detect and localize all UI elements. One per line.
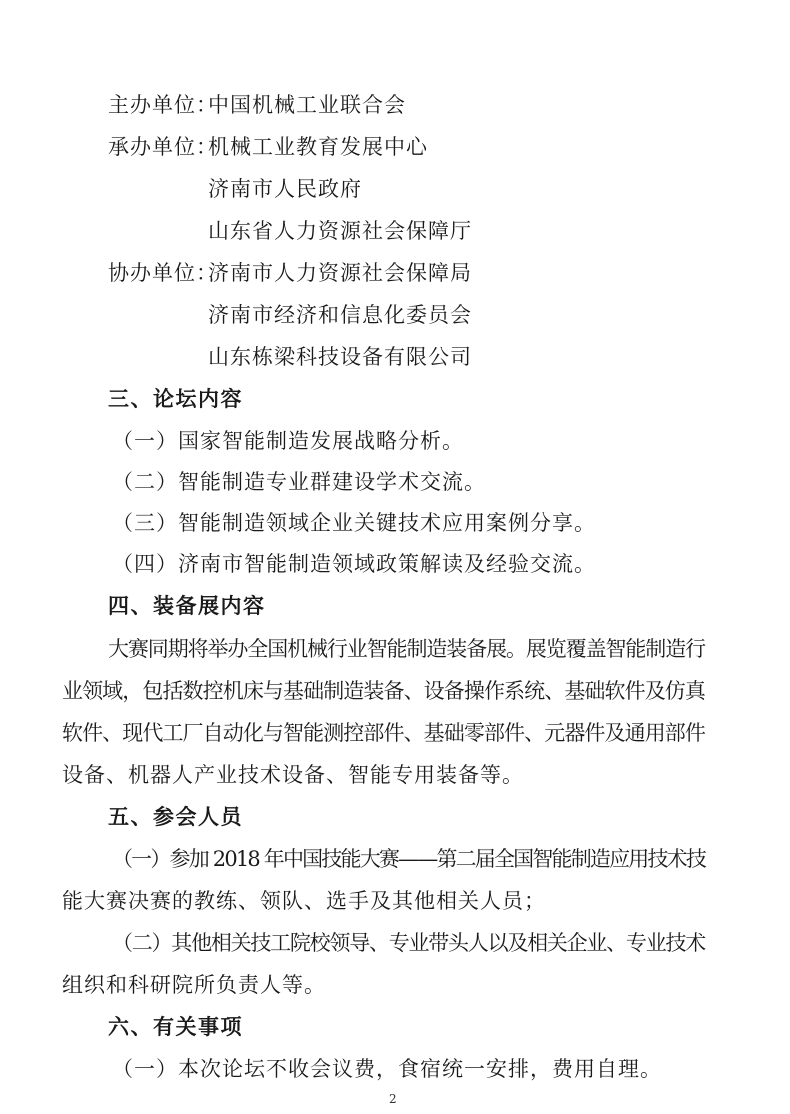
section-4-line-3: 软件、现代工厂自动化与智能测控部件、基础零部件、元器件及通用部件 [62, 721, 705, 745]
co-organizer-3: 山东栋梁科技设备有限公司 [208, 345, 472, 369]
co-organizer-label: 协办单位： [108, 261, 218, 285]
page-number: 2 [389, 1092, 397, 1106]
section-5-line-1: （一）参加 2018 年中国技能大赛——第二届全国智能制造应用技术技 [112, 847, 705, 871]
section-3-item-3: （三）智能制造领域企业关键技术应用案例分享。 [112, 511, 596, 535]
section-4-line-2: 业领域，包括数控机床与基础制造装备、设备操作系统、基础软件及仿真 [62, 679, 705, 703]
undertaker-3: 山东省人力资源社会保障厅 [208, 219, 472, 243]
co-organizer-2: 济南市经济和信息化委员会 [208, 303, 472, 327]
undertaker-1: 机械工业教育发展中心 [208, 135, 428, 159]
section-3-item-2: （二）智能制造专业群建设学术交流。 [112, 470, 486, 494]
section-5-line-3: （二）其他相关技工院校领导、专业带头人以及相关企业、专业技术 [112, 931, 705, 955]
section-5-line-4: 组织和科研院所负责人等。 [62, 973, 326, 997]
section-3-heading: 三、论坛内容 [108, 386, 243, 411]
section-5-line-2: 能大赛决赛的教练、领队、选手及其他相关人员； [62, 889, 546, 913]
section-4-line-4: 设备、机器人产业技术设备、智能专用装备等。 [62, 763, 524, 787]
host-value: 中国机械工业联合会 [208, 93, 406, 117]
section-4-heading: 四、装备展内容 [108, 593, 266, 618]
undertaker-label: 承办单位： [108, 135, 218, 159]
section-5-heading: 五、参会人员 [108, 804, 243, 829]
undertaker-2: 济南市人民政府 [208, 177, 362, 201]
co-organizer-1: 济南市人力资源社会保障局 [208, 261, 472, 285]
section-6-heading: 六、有关事项 [108, 1014, 243, 1039]
section-3-item-1: （一）国家智能制造发展战略分析。 [112, 429, 464, 453]
section-6-line-1: （一）本次论坛不收会议费，食宿统一安排，费用自理。 [112, 1057, 662, 1081]
section-3-item-4: （四）济南市智能制造领域政策解读及经验交流。 [112, 552, 596, 576]
host-label: 主办单位： [108, 93, 218, 117]
section-4-line-1: 大赛同期将举办全国机械行业智能制造装备展。展览覆盖智能制造行 [108, 637, 705, 661]
